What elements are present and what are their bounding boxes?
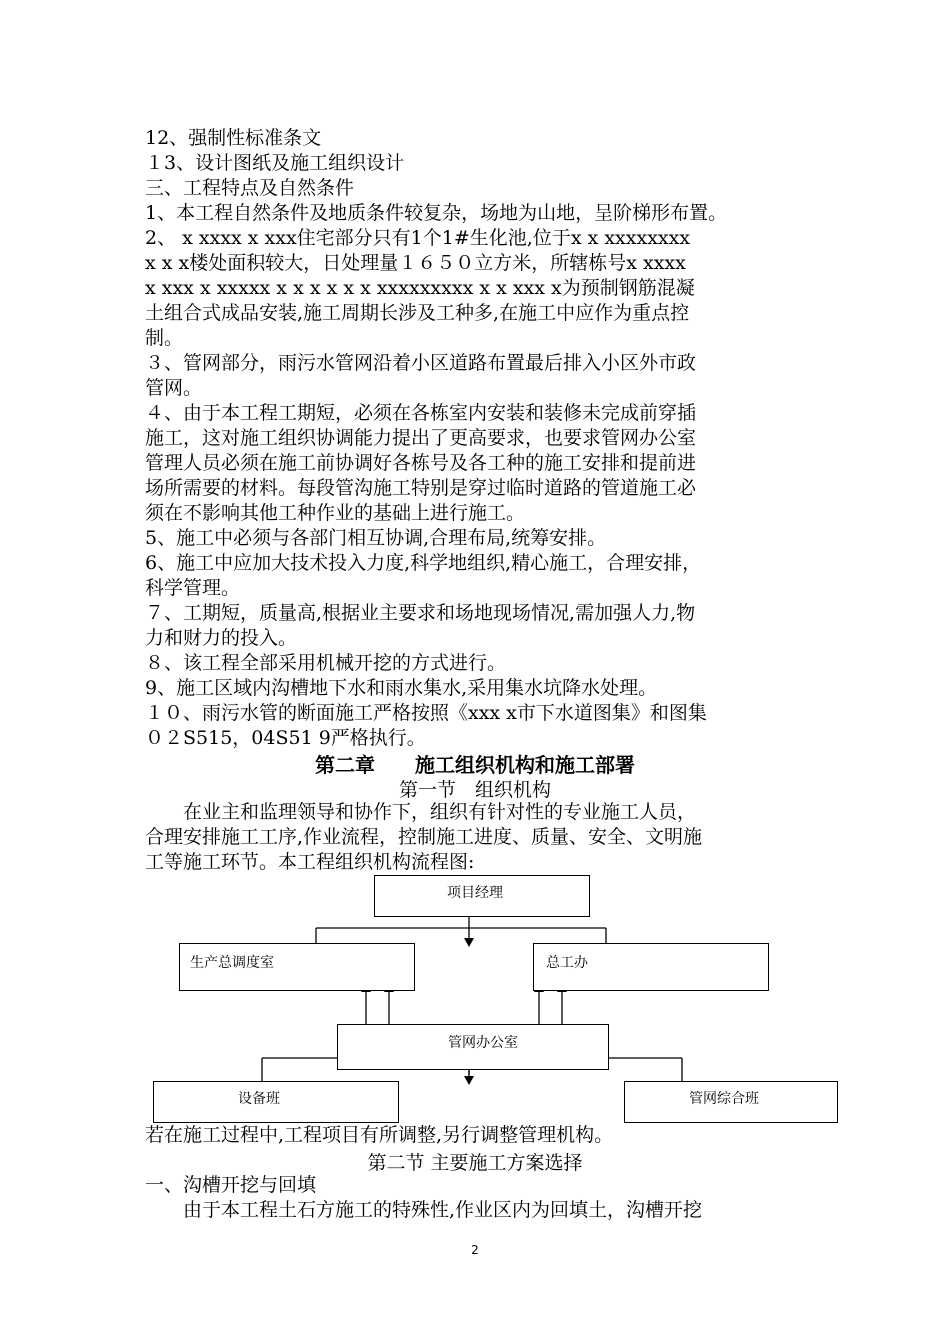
org-box-dispatch (179, 943, 415, 991)
text-line: 工等施工环节。本工程组织机构流程图: (145, 851, 475, 873)
org-box-label: 项目经理 (447, 885, 503, 901)
org-box-label: 管网办公室 (448, 1035, 518, 1051)
text-line: 施工，这对施工组织协调能力提出了更高要求，也要求管网办公室 (145, 427, 697, 449)
text-line: １０、雨污水管的断面施工严格按照《xxx x市下水道图集》和图集 (145, 702, 707, 724)
text-line: 合理安排施工工序,作业流程，控制施工进度、质量、安全、文明施 (145, 826, 703, 848)
text-line: 由于本工程土石方施工的特殊性,作业区内为回填土，沟槽开挖 (145, 1199, 703, 1221)
text-line: ８、该工程全部采用机械开挖的方式进行。 (145, 652, 507, 674)
text-line: 三、工程特点及自然条件 (145, 177, 355, 199)
text-line: 1、本工程自然条件及地质条件较复杂，场地为山地，呈阶梯形布置。 (145, 202, 728, 224)
page-number: 2 (471, 1243, 479, 1257)
section-title: 第一节 组织机构 (398, 779, 551, 801)
text-line: ３、管网部分，雨污水管网沿着小区道路布置最后排入小区外市政 (145, 352, 697, 374)
text-line: ７、工期短，质量高,根据业主要求和场地现场情况,需加强人力,物 (145, 602, 696, 624)
text-line: 一、沟槽开挖与回填 (145, 1174, 317, 1196)
section-title: 第二节 主要施工方案选择 (367, 1152, 583, 1174)
text-line: 制。 (145, 327, 184, 349)
text-line: 场所需要的材料。每段管沟施工特别是穿过临时道路的管道施工必 (145, 477, 697, 499)
text-line: 2、 x xxxx x xxx住宅部分只有1个1#生化池,位于x x xxxxxxxx (145, 227, 691, 249)
text-line: 土组合式成品安装,施工周期长涉及工种多,在施工中应作为重点控 (145, 302, 690, 324)
text-line: 若在施工过程中,工程项目有所调整,另行调整管理机构。 (145, 1124, 614, 1146)
text-line: 管理人员必须在施工前协调好各栋号及各工种的施工安排和提前进 (145, 452, 697, 474)
text-line: x xxx x xxxxx x x x x x x xxxxxxxxx x x xxx x为预制钢筋混凝 (145, 277, 695, 299)
text-line: 管网。 (145, 377, 203, 399)
text-line: 12、强制性标准条文 (145, 127, 322, 149)
text-line: ４、由于本工程工期短，必须在各栋室内安装和装修未完成前穿插 (145, 402, 697, 424)
org-box-equipment-team (153, 1081, 399, 1123)
org-box-chief-engineer (533, 943, 769, 991)
text-line: 6、施工中应加大技术投入力度,科学地组织,精心施工，合理安排， (145, 552, 702, 574)
text-line: 9、施工区域内沟槽地下水和雨水集水,采用集水坑降水处理。 (145, 677, 658, 699)
org-box-pipe-office (337, 1024, 609, 1070)
text-line: １3、设计图纸及施工组织设计 (145, 152, 405, 174)
text-line: 科学管理。 (145, 577, 241, 599)
org-box-label: 生产总调度室 (190, 955, 274, 971)
text-line: 5、施工中必须与各部门相互协调,合理布局,统筹安排。 (145, 527, 607, 549)
org-box-manager (374, 875, 590, 917)
text-line: x x x楼处面积较大，日处理量１６５０立方米，所辖栋号x xxxx (145, 252, 686, 274)
text-line: 在业主和监理领导和协作下，组织有针对性的专业施工人员， (145, 801, 697, 823)
text-line: 须在不影响其他工种作业的基础上进行施工。 (145, 502, 526, 524)
chapter-title: 第二章 施工组织机构和施工部署 (315, 753, 635, 777)
org-box-label: 设备班 (238, 1091, 280, 1107)
text-line: ０２S515，04S51 9严格执行。 (145, 727, 426, 749)
org-box-label: 总工办 (546, 955, 588, 971)
org-box-pipe-team (624, 1081, 838, 1123)
org-box-label: 管网综合班 (689, 1091, 759, 1107)
text-line: 力和财力的投入。 (145, 627, 298, 649)
